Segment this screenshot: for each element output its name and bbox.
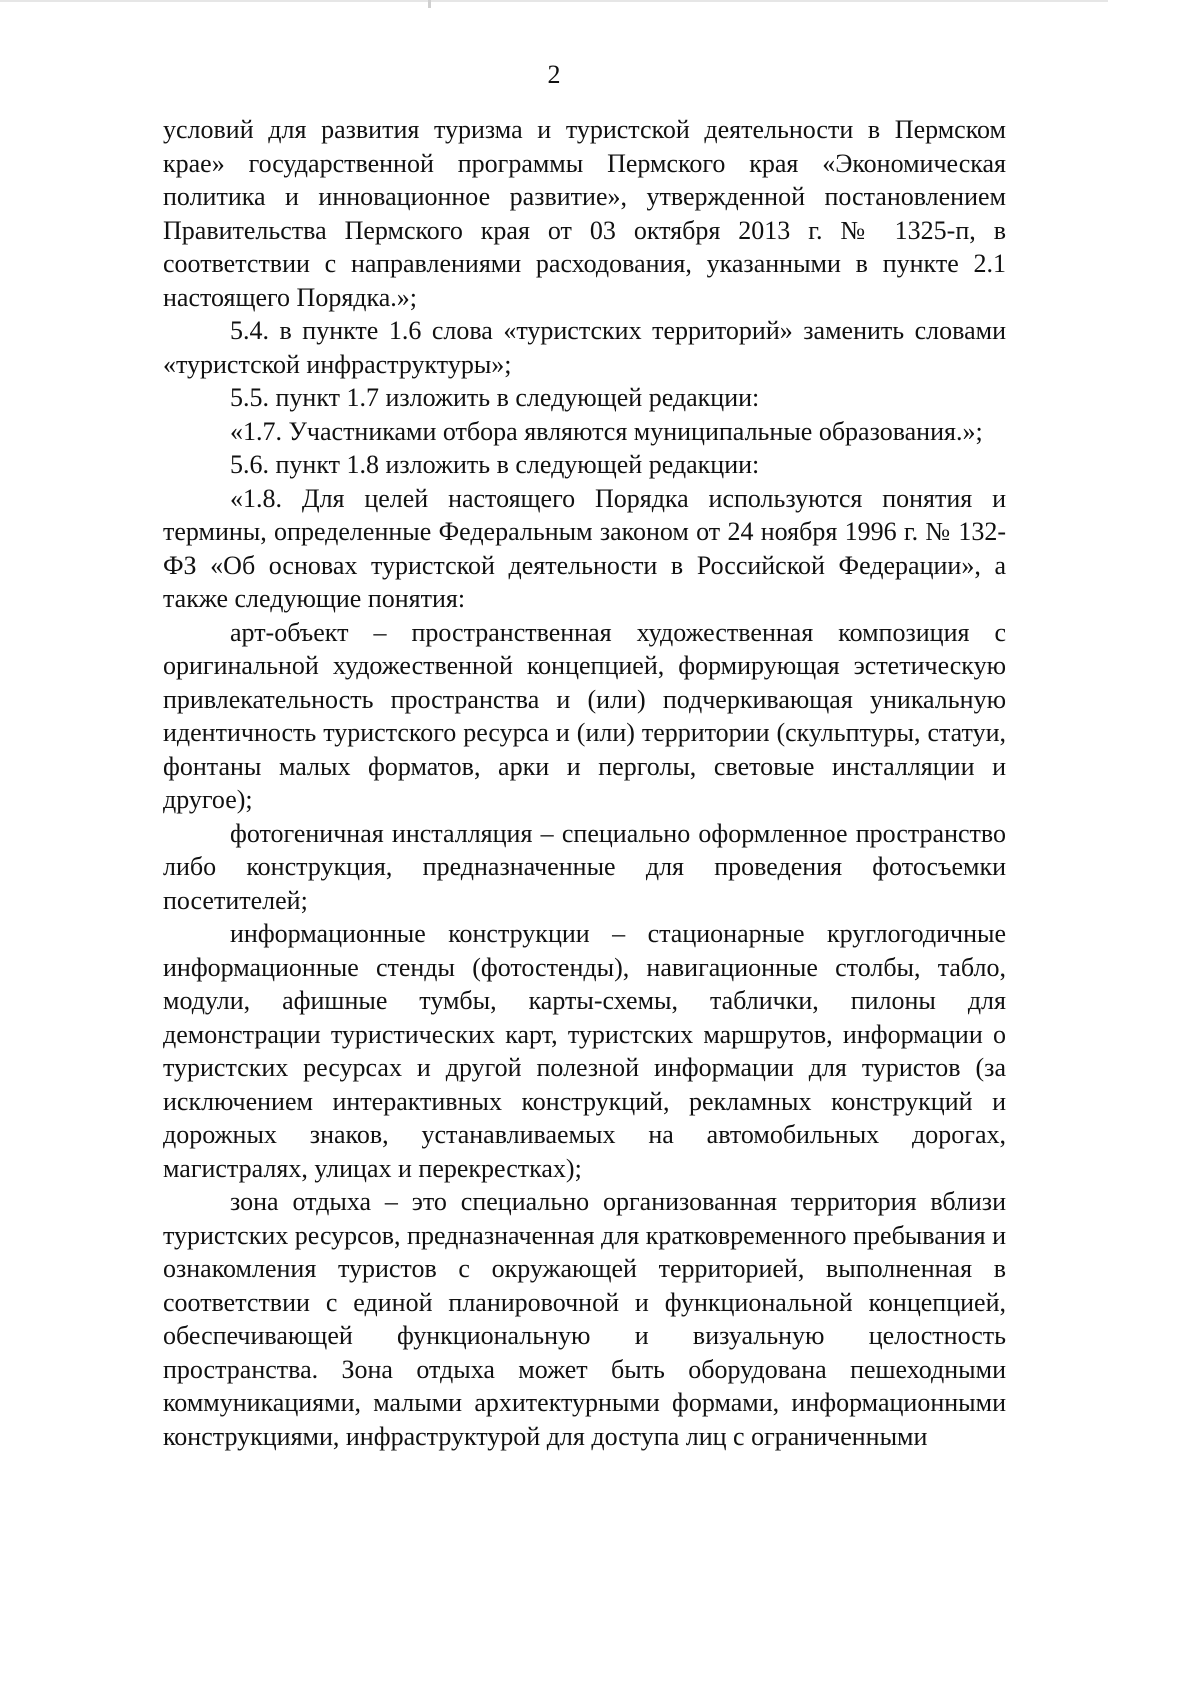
paragraph: 5.6. пункт 1.8 изложить в следующей редакции: (230, 450, 760, 479)
paragraph: «1.8. Для целей настоящего Порядка используются понятия и термины, определенные Федеральным законом от 24 ноября 1996 г. № 132-ФЗ «Об основах туристской деятельности в Российской Федерации», а также следующие понятия: (163, 483, 1006, 613)
paragraph: «1.7. Участниками отбора являются муниципальные образования.»; (230, 416, 983, 446)
paragraph: фотогеничная инсталляция – специально оформленное пространство либо конструкция, предназначенные для проведения фотосъемки посетителей; (163, 818, 1006, 915)
paragraph: 5.4. в пункте 1.6 слова «туристских территорий» заменить словами «туристской инфраструктуры»; (163, 316, 1006, 379)
scan-edge-mark (0, 0, 1108, 2)
paragraph: информационные конструкции – стационарные круглогодичные информационные стенды (фотостенды), навигационные столбы, табло, модули, афишные тумбы, карты-схемы, таблички, пилоны для демонстрации туристических карт, туристских маршрутов, информации о туристских ресурсах и другой полезной информации для туристов (за исключением интерактивных конструкций, рекламных конструкций и дорожных знаков, устанавливаемых на автомобильных дорогах, магистралях, улицах и перекрестках); (163, 919, 1006, 1183)
paragraph: 5.5. пункт 1.7 изложить в следующей редакции: (230, 383, 760, 412)
document-body (163, 113, 1006, 1453)
paragraph: зона отдыха – это специально организованная территория вблизи туристских ресурсов, предназначенная для кратковременного пребывания и ознакомления туристов с окружающей территорией, выполненная в соответствии с единой планировочной и функциональной концепцией, обеспечивающей функциональную и визуальную целостность пространства. Зона отдыха может быть оборудована пешеходными коммуникациями, малыми архитектурными формами, информационными конструкциями, инфраструктурой для доступа лиц с ограниченными (163, 1187, 1006, 1451)
scan-edge-mark (428, 0, 431, 8)
page-number: 2 (547, 60, 561, 89)
paragraph: условий для развития туризма и туристской деятельности в Пермском крае» государственной программы Пермского края «Экономическая политика и инновационное развитие», утвержденной постановлением Правительства Пермского края от 03 октября 2013 г. № 1325-п, в соответствии с направлениями расходования, указанными в пункте 2.1 настоящего Порядка.»; (163, 115, 1006, 312)
paragraph: арт-объект – пространственная художественная композиция с оригинальной художественной концепцией, формирующая эстетическую привлекательность пространства и (или) подчеркивающая уникальную идентичность туристского ресурса и (или) территории (скульптуры, статуи, фонтаны малых форматов, арки и перголы, световые инсталляции и другое); (163, 617, 1006, 814)
